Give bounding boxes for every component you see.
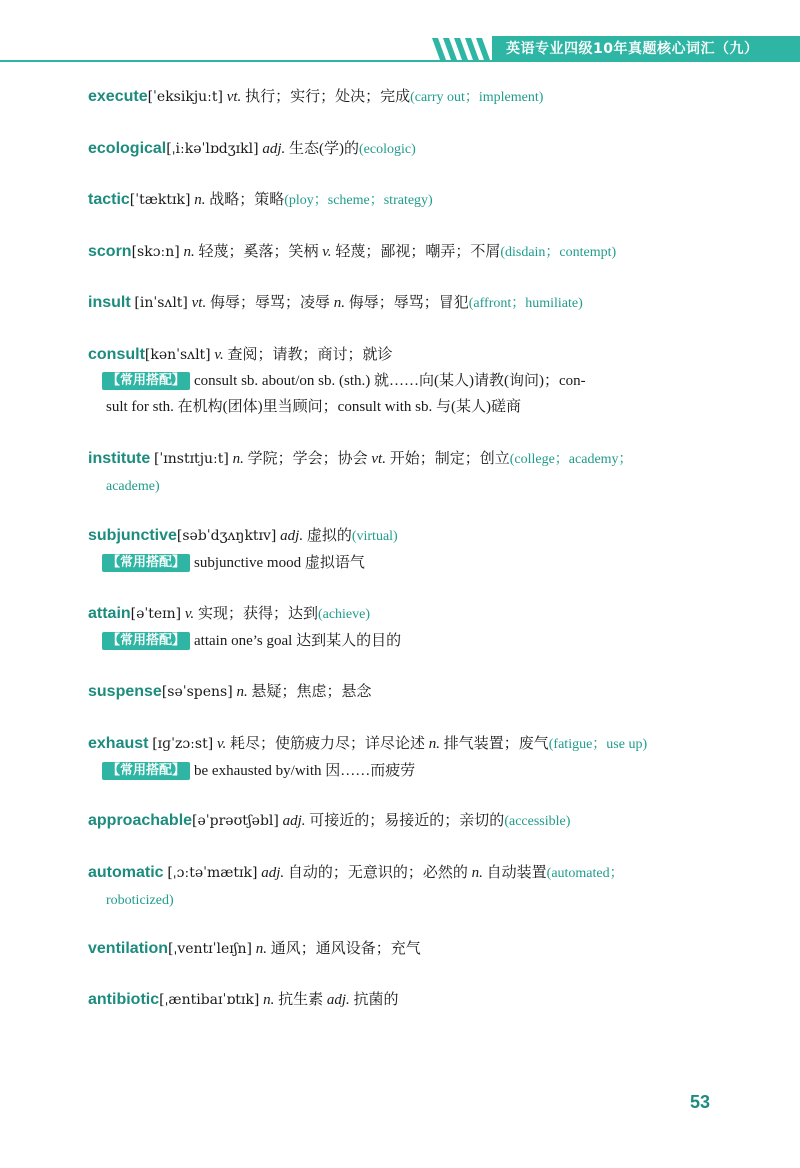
entry-suspense (88, 679, 724, 705)
synonyms: (affront；humiliate) (468, 296, 583, 311)
header-stripes-decoration (432, 38, 492, 60)
part-of-speech: n. (232, 451, 244, 467)
definition: 通风；通风设备；充气 (270, 941, 421, 957)
collocation-continued: sult for sth. 在机构(团体)里当顾问；consult with sb. 与(某人)磋商 (106, 399, 521, 415)
headword: tactic (88, 191, 130, 208)
headword: attain (88, 605, 131, 622)
headword: suspense (88, 683, 162, 700)
definition: 侮辱；辱骂；凌辱 (209, 295, 330, 311)
part-of-speech-2: v. (322, 244, 332, 260)
entry-consult (88, 342, 724, 420)
collocation: be exhausted by/with 因……而疲劳 (194, 763, 416, 779)
part-of-speech-2: vt. (371, 451, 386, 467)
part-of-speech: vt. (191, 295, 207, 311)
headword: consult (88, 346, 145, 363)
collocation: consult sb. about/on sb. (sth.) 就……向(某人)请教(询问)；con- (194, 373, 586, 389)
entry-automatic (88, 860, 724, 914)
part-of-speech: n. (194, 192, 206, 208)
definition: 生态(学)的 (289, 141, 359, 157)
definition: 悬疑；焦虑；悬念 (251, 684, 372, 700)
phonetic: [ˌventɪˈleɪʃn] (168, 941, 253, 957)
phonetic: [skɔːn] (131, 244, 180, 260)
part-of-speech: adj. (261, 865, 285, 881)
phonetic: [ˈeksikjuːt] (147, 89, 223, 105)
headword: subjunctive (88, 527, 177, 544)
headword: automatic (88, 864, 164, 881)
headword: ecological (88, 140, 167, 157)
part-of-speech: v. (214, 347, 224, 363)
headword: execute (88, 88, 148, 105)
synonyms: (ploy；scheme；strategy) (284, 193, 433, 208)
part-of-speech: vt. (226, 89, 242, 105)
synonyms-continued: roboticized) (106, 893, 174, 908)
definition: 耗尽；使筋疲力尽；详尽论述 (229, 736, 425, 752)
part-of-speech-2: adj. (326, 992, 350, 1008)
definition: 抗生素 (278, 992, 324, 1008)
synonyms: (virtual) (351, 529, 398, 544)
part-of-speech-2: n. (428, 736, 440, 752)
collocation-tag: 【常用搭配】 (102, 554, 190, 572)
synonyms: (automated； (546, 866, 624, 881)
definition: 虚拟的 (306, 528, 352, 544)
phonetic: [ˌæntibaɪˈɒtɪk] (159, 992, 260, 1008)
entry-attain (88, 601, 724, 654)
definition: 实现；获得；达到 (197, 606, 318, 622)
synonyms: (fatigue；use up) (548, 737, 648, 752)
definition: 查阅；请教；商讨；就诊 (227, 347, 393, 363)
part-of-speech: v. (184, 606, 195, 622)
definition-2: 开始；制定；创立 (389, 451, 510, 467)
synonyms-continued: academe) (106, 479, 160, 494)
part-of-speech: adj. (262, 141, 286, 157)
definition-2: 排气装置；废气 (443, 736, 549, 752)
part-of-speech: n. (183, 244, 195, 260)
entry-tactic (88, 187, 724, 214)
phonetic: [ˌiːkəˈlɒdʒɪkl] (166, 141, 259, 157)
synonyms: (college；academy； (509, 452, 633, 467)
entry-ecological (88, 136, 724, 163)
running-header-title: 英语专业四级10年真题核心词汇（九） (492, 36, 800, 62)
phonetic: [əˈprəʊtʃəbl] (192, 813, 279, 829)
phonetic: [səbˈdʒʌŋktɪv] (176, 528, 277, 544)
part-of-speech: n. (236, 684, 248, 700)
synonyms: (carry out；implement) (410, 90, 544, 105)
page-number: 53 (690, 1092, 711, 1112)
phonetic: [ˈtæktɪk] (129, 192, 191, 208)
synonyms: (disdain；contempt) (500, 245, 617, 260)
part-of-speech-2: n. (471, 865, 483, 881)
definition: 可接近的；易接近的；亲切的 (309, 813, 505, 829)
headword: institute (88, 450, 151, 467)
collocation: attain one’s goal 达到某人的目的 (194, 633, 402, 649)
definition-2: 自动装置 (486, 865, 547, 881)
collocation-tag: 【常用搭配】 (102, 372, 190, 390)
headword: ventilation (88, 940, 169, 957)
headword: scorn (88, 243, 132, 260)
part-of-speech: adj. (280, 528, 304, 544)
entry-approachable (88, 808, 724, 835)
definition-2: 抗菌的 (353, 992, 399, 1008)
part-of-speech: n. (263, 992, 275, 1008)
header-rule (0, 60, 800, 62)
phonetic: [səˈspens] (161, 684, 233, 700)
collocation: subjunctive mood 虚拟语气 (194, 555, 365, 571)
synonyms: (achieve) (317, 607, 371, 622)
entry-scorn (88, 239, 724, 266)
definition: 学院；学会；协会 (247, 451, 368, 467)
part-of-speech-2: n. (333, 295, 345, 311)
entry-exhaust (88, 731, 724, 784)
entry-subjunctive (88, 523, 724, 576)
definition-2: 侮辱；辱骂；冒犯 (348, 295, 469, 311)
definition: 轻蔑；奚落；笑柄 (198, 244, 319, 260)
headword: approachable (88, 812, 193, 829)
entry-execute (88, 84, 724, 111)
synonyms: (accessible) (504, 814, 571, 829)
collocation-tag: 【常用搭配】 (102, 632, 190, 650)
headword: antibiotic (88, 991, 160, 1008)
headword: insult (88, 294, 131, 311)
headword: exhaust (88, 735, 149, 752)
part-of-speech: adj. (282, 813, 306, 829)
entry-institute (88, 446, 724, 500)
definition: 自动的；无意识的；必然的 (287, 865, 468, 881)
entry-insult (88, 290, 724, 317)
part-of-speech: n. (255, 941, 268, 957)
entry-ventilation (88, 936, 724, 962)
phonetic: [ˌɔːtəˈmætɪk] (167, 865, 258, 881)
part-of-speech: v. (216, 736, 227, 752)
phonetic: [kənˈsʌlt] (144, 347, 211, 363)
entry-antibiotic (88, 987, 724, 1013)
phonetic: [ˈɪnstɪtjuːt] (153, 451, 229, 467)
phonetic: [ɪɡˈzɔːst] (152, 736, 214, 752)
collocation-tag: 【常用搭配】 (102, 762, 190, 780)
phonetic: [əˈteɪn] (130, 606, 182, 622)
definition: 战略；策略 (209, 192, 285, 208)
synonyms: (ecologic) (359, 142, 416, 157)
phonetic: [inˈsʌlt] (134, 295, 188, 311)
definition: 执行；实行；处决；完成 (245, 89, 411, 105)
definition-2: 轻蔑；鄙视；嘲弄；不屑 (335, 244, 501, 260)
